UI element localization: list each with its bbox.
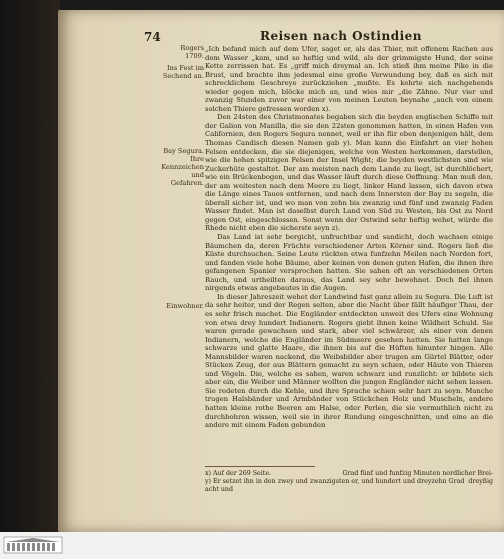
footnote-x-right: Grad fünf und funfzig Minuten nordlicher Brei- <box>342 470 493 477</box>
margin-note-rogers: Rogers 1709. <box>180 44 204 60</box>
page-number: 74 <box>144 30 161 44</box>
running-head: Reisen nach Ostindien <box>260 29 423 43</box>
footnote-rule <box>205 466 315 467</box>
footnote-y <box>205 478 493 494</box>
footnote-x <box>205 470 493 478</box>
footnote-x-left: x) Auf der 269 Seite. <box>205 470 272 477</box>
margin-note-einwohner: Einwohner. <box>166 302 204 310</box>
paragraph-quote: „Ich befand mich auf dem Ufer, saget er, als das Thier, mit offenem Rachen aus dem Wasser „kam, und so heftig und wild, als der grimmigste Hund, der seine Kette zerrissen hat. Es „griff mich dreymal an. Ich stieß ihm meine Pike in die Brust, und brachte ihm jedesmal eine große Verwundung bey, daß es sich mit schrecklichem Geschreye zurückziehen „mußte. Es kehrte sich nachgehends wieder gegen mich, blöcke mich an, und wies mir „die Zähne. Nur vier und zwanzig Stunden zuvor war einer von meinen Leuten beynahe „auch von einem solchen Thiere gefressen worden x). <box>205 45 493 113</box>
margin-note-ins-fest: Ins Fest im Sechend an. <box>162 64 204 80</box>
footnote-y-left: y) Er setzet ihn in den zwey und zwanzigsten er, und hundert und dreyzehn Grad acht und <box>205 478 465 493</box>
margin-note-bay-segura: Bay Segura. Ihre Kennzeichen und Gefahren. <box>161 147 204 187</box>
paragraph-inhabitants: In dieser Jahreszeit wehet der Landwind fast ganz allein zu Segura. Die Luft ist da sehr heiter, und der Regen selten, aber die Nacht über fällt häufiger Thau, der es sehr frisch machet. Die Engländer entdeckten unweit des Ufers eine Wohnung von etwa drey hundert Indianern. Rogers giebt ihnen keine Wildheit Schuld. Sie waren gerade gewachsen und stark, aber viel schwärzer, als einer von denen Indianern, welche die Engländer im Südmeere gesehen hatten. Sie hatten lange schwarze und glatte Haare, die ihnen bis auf die Hüften hinunter hingen. Alle Mannsbilder waren nackend, die Weibsbilder aber trugen am Gürtel Blätter, oder Stücken Zeug, der aus Blättern gemacht zu seyn schien, oder Häute von Thieren und Vögeln. Die, welche es sahen, waren schwarz und runzlicht: er bildete sich aber ein, die Weiber und Männer wollten die jungen Engländer nicht sehen lassen. Sie redeten durch die Kehle, und ihre Sprache schien sehr hart zu seyn. Manche trugen Halsbänder und Armbänder von Stückchen Holz und Muscheln, andere hatten kleine rothe Beeren am Halse, oder Perlen, die sie vermuthlich nicht zu durchbohren wissen, weil sie in ihrer Rundung eingeschnitten, und eine an die andere mit einem Faden gebunden <box>205 292 493 430</box>
paragraph-land: Das Land ist sehr bergicht, unfruchtbar und sandicht, doch wachsen einige Bäumchen da, deren Früchte verschiedener Arten Körner sind. Rogers ließ die Küste durchsuchen. Seine Leute rückten etwa funfzehn Meilen nach Norden fort, und fanden viele hohe Bäume, aber keinen von denen guten Hafen, die ihnen ihre gefangenen Spanier versprochen hatten. Sie sahen oft an verschiedenen Orten Rauch, und urtheilten daraus, das Land sey sehr bewohnet. Doch fiel ihnen nirgends etwas angebautes in die Augen. <box>205 233 493 293</box>
library-logo-icon <box>3 534 63 556</box>
viewer-bottom-bar <box>0 532 504 559</box>
body-text <box>205 45 493 430</box>
footnotes <box>205 470 493 494</box>
book-gutter <box>0 0 60 559</box>
footnote-y-right: dreyßig <box>468 478 493 485</box>
paragraph-voyage: Den 24sten des Christmonates begaben sich die beyden englischen Schiffe mit der Galion von Manilla, die sie den 22sten genommen hatten, in einen Hafen von Californien, den Rogers Segura nennet, weil er ihn für eben denjenigen hält, dem Thomas Candisch diesen Namen gab y). Man kann die Einfahrt an vier hohen Felsen entdecken, die sie diejenigen, welche von Westen herkommen, darstellen, wie die hohen spitzigen Felsen der Insel Wight; die beyden westlichsten sind wie Zuckerhüte gestaltet. Der am meisten nach dem Lande zu liegt, ist durchlöchert, wie ein Brückenbogen, und das Wasser läuft durch diese Oeffnung. Man muß den, der am weitesten nach dem Meere zu liegt, linker Hand lassen, sich davon etwa die Länge eines Taues entfernen, und nach dem Innersten der Bay zu segeln, die überall sicher ist, und wo man von zehn bis zwanzig und fünf und zwanzig Faden Wasser findet. Man ist daselbst durch Land von Süd zu Westen, bis Ost zu Nord gegen Ost, eingeschlossen. Sonst wenn der Ostwind sehr heftig wehet, würde die Rhede nicht eben die sicherste seyn z). <box>205 113 493 233</box>
